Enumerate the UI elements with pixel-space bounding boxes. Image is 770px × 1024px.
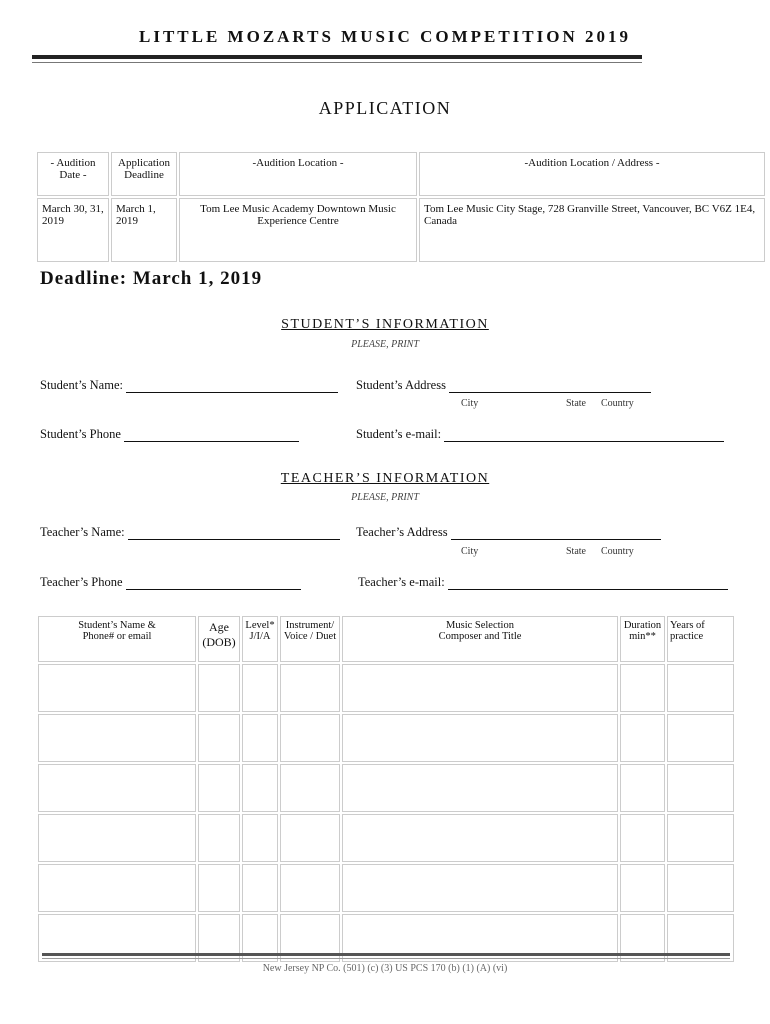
entry-cell[interactable] bbox=[280, 714, 340, 762]
student-name-label: Student’s Name: bbox=[40, 378, 123, 392]
teacher-name-field[interactable] bbox=[128, 527, 340, 540]
header-application-deadline: Application Deadline bbox=[111, 152, 177, 196]
title-rule-thin bbox=[32, 62, 642, 63]
entry-cell[interactable] bbox=[38, 864, 196, 912]
deadline-value: March 1, 2019 bbox=[111, 198, 177, 262]
header-audition-location: -Audition Location - bbox=[179, 152, 417, 196]
entry-cell[interactable] bbox=[342, 814, 618, 862]
teacher-email-field[interactable] bbox=[448, 577, 728, 590]
col-music-selection: Music Selection Composer and Title bbox=[342, 616, 618, 662]
entry-cell[interactable] bbox=[342, 764, 618, 812]
teacher-address-field[interactable] bbox=[451, 527, 661, 540]
audition-date-value: March 30, 31, 2019 bbox=[37, 198, 109, 262]
teacher-phone-label: Teacher’s Phone bbox=[40, 575, 123, 589]
col-student-name: Student’s Name & Phone# or email bbox=[38, 616, 196, 662]
col-age: Age (DOB) bbox=[198, 616, 240, 662]
entry-cell[interactable] bbox=[198, 664, 240, 712]
entry-cell[interactable] bbox=[38, 814, 196, 862]
student-email-label: Student’s e-mail: bbox=[356, 427, 442, 441]
table-row bbox=[38, 664, 734, 712]
student-state-label: State bbox=[566, 398, 586, 409]
schedule-table bbox=[35, 150, 767, 264]
footer-rule-thin bbox=[42, 958, 730, 959]
student-address-field[interactable] bbox=[449, 380, 651, 393]
teacher-address-label: Teacher’s Address bbox=[356, 525, 448, 539]
entry-cell[interactable] bbox=[620, 864, 665, 912]
entry-cell[interactable] bbox=[198, 764, 240, 812]
student-phone-field[interactable] bbox=[124, 429, 299, 442]
entry-cell[interactable] bbox=[620, 714, 665, 762]
teacher-city-label: City bbox=[461, 546, 479, 557]
entry-cell[interactable] bbox=[620, 764, 665, 812]
teacher-country-label: Country bbox=[601, 546, 634, 557]
entry-cell[interactable] bbox=[242, 864, 278, 912]
student-email-field[interactable] bbox=[444, 429, 724, 442]
header-audition-date: - Audition Date - bbox=[37, 152, 109, 196]
deadline-banner: Deadline: March 1, 2019 bbox=[40, 268, 263, 289]
entry-cell[interactable] bbox=[667, 664, 734, 712]
entry-cell[interactable] bbox=[38, 714, 196, 762]
address-value: Tom Lee Music City Stage, 728 Granville Street, Vancouver, BC V6Z 1E4, Canada bbox=[419, 198, 765, 262]
student-country-label: Country bbox=[601, 398, 634, 409]
entry-cell[interactable] bbox=[242, 664, 278, 712]
table-row bbox=[38, 764, 734, 812]
entry-cell[interactable] bbox=[667, 714, 734, 762]
entry-cell[interactable] bbox=[38, 664, 196, 712]
entry-cell[interactable] bbox=[667, 864, 734, 912]
teacher-email-label: Teacher’s e-mail: bbox=[358, 575, 445, 589]
entry-cell[interactable] bbox=[342, 664, 618, 712]
student-city-label: City bbox=[461, 398, 479, 409]
col-level: Level* J/I/A bbox=[242, 616, 278, 662]
teacher-phone-field[interactable] bbox=[126, 577, 301, 590]
entry-cell[interactable] bbox=[667, 764, 734, 812]
entry-cell[interactable] bbox=[242, 814, 278, 862]
header-audition-address: -Audition Location / Address - bbox=[419, 152, 765, 196]
teacher-name-label: Teacher’s Name: bbox=[40, 525, 125, 539]
table-row bbox=[38, 714, 734, 762]
col-years-practice: Years of practice bbox=[667, 616, 734, 662]
application-heading: APPLICATION bbox=[318, 98, 452, 118]
entry-cell[interactable] bbox=[280, 764, 340, 812]
entry-cell[interactable] bbox=[198, 714, 240, 762]
student-name-field[interactable] bbox=[126, 380, 338, 393]
entry-cell[interactable] bbox=[342, 864, 618, 912]
entry-cell[interactable] bbox=[620, 814, 665, 862]
table-row bbox=[38, 814, 734, 862]
entry-cell[interactable] bbox=[342, 714, 618, 762]
entry-cell[interactable] bbox=[620, 664, 665, 712]
competition-title: LITTLE MOZARTS MUSIC COMPETITION 2019 bbox=[138, 27, 631, 46]
entries-table bbox=[36, 614, 736, 964]
teacher-section-heading: TEACHER’S INFORMATION bbox=[280, 471, 490, 486]
entry-cell[interactable] bbox=[280, 664, 340, 712]
entry-cell[interactable] bbox=[198, 864, 240, 912]
student-phone-label: Student’s Phone bbox=[40, 427, 121, 441]
student-section-heading: STUDENT’S INFORMATION bbox=[281, 317, 489, 332]
student-print-note: PLEASE, PRINT bbox=[351, 339, 419, 350]
table-row bbox=[38, 864, 734, 912]
col-instrument: Instrument/ Voice / Duet bbox=[280, 616, 340, 662]
entry-cell[interactable] bbox=[280, 814, 340, 862]
footer-text: New Jersey NP Co. (501) (c) (3) US PCS 170 (b) (1) (A) (vi) bbox=[262, 963, 508, 974]
title-rule bbox=[32, 55, 642, 59]
entry-cell[interactable] bbox=[38, 764, 196, 812]
location-value: Tom Lee Music Academy Downtown Music Experience Centre bbox=[179, 198, 417, 262]
entry-cell[interactable] bbox=[280, 864, 340, 912]
entry-cell[interactable] bbox=[242, 714, 278, 762]
teacher-print-note: PLEASE, PRINT bbox=[351, 492, 419, 503]
footer-rule bbox=[42, 953, 730, 956]
entry-cell[interactable] bbox=[242, 764, 278, 812]
student-address-label: Student’s Address bbox=[356, 378, 446, 392]
col-duration: Duration min** bbox=[620, 616, 665, 662]
entries-header-row bbox=[38, 616, 734, 662]
teacher-state-label: State bbox=[566, 546, 586, 557]
entry-cell[interactable] bbox=[198, 814, 240, 862]
entry-cell[interactable] bbox=[667, 814, 734, 862]
